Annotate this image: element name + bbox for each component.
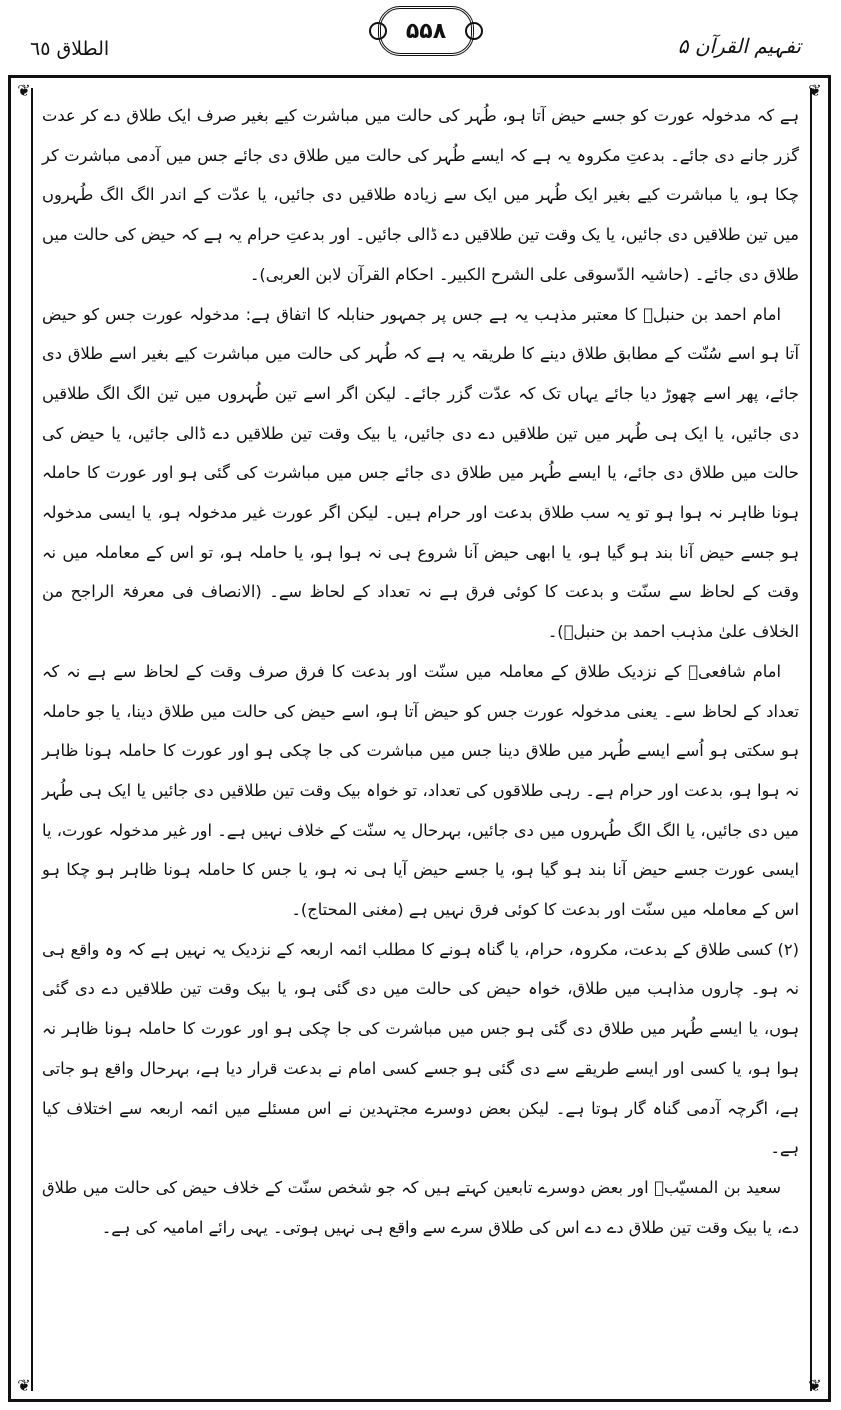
page-header [0,0,841,78]
paragraph: امام شافعیؒ کے نزدیک طلاق کے معاملہ میں سنّت اور بدعت کا فرق صرف وقت کے لحاظ سے ہے نہ کہ تعداد کے لحاظ سے۔ یعنی مدخولہ عورت جس کو حیض آتا ہو، اسے حیض کی حالت میں طلاق دینا، یا جو حاملہ ہو سکتی ہو اُسے ایسے طُہر میں طلاق دینا جس میں مباشرت کی جا چکی ہو اور عورت کا حاملہ ہونا ظاہر نہ ہوا ہو، بدعت اور حرام ہے۔ رہی طلاقوں کی تعداد، تو خواہ بیک وقت تین طلاقیں دی جائیں یا ایک ہی طُہر میں دی جائیں، یا الگ الگ طُہروں میں دی جائیں، بہرحال یہ سنّت کے خلاف نہیں ہے۔ اور غیر مدخولہ عورت، یا ایسی عورت جسے حیض آنا بند ہو گیا ہو، یا جسے حیض آیا ہی نہ ہو، یا جس کا حاملہ ہونا ظاہر ہو چکا ہو اس کے معاملہ میں سنّت اور بدعت کا کوئی فرق نہیں ہے (مغنی المحتاج)۔ [42,661,799,920]
commentary-text [42,96,799,1386]
page-number-badge [378,6,474,56]
book-title: تفہیم القرآن ۵ [677,34,801,58]
page-number: ۵۵۸ [405,18,447,44]
surah-heading: الطلاق ٦٥ [30,38,110,60]
corner-ornament-icon: ❦ [17,81,31,100]
paragraph: (۲) کسی طلاق کے بدعت، مکروہ، حرام، یا گناہ ہونے کا مطلب ائمہ اربعہ کے نزدیک یہ نہیں ہے کہ وہ واقع ہی نہ ہو۔ چاروں مذاہب میں طلاق، خواہ حیض کی حالت میں دی گئی ہو، یا بیک وقت تین طلاقیں دے دی گئی ہوں، یا ایسے طُہر میں طلاق دی گئی ہو جس میں مباشرت کی جا چکی ہو اور عورت کا حاملہ ہونا ظاہر نہ ہوا ہو، یا کسی اور ایسے طریقے سے دی گئی ہو جسے کسی امام نے بدعت قرار دیا ہے، بہرحال واقع ہو جاتی ہے، اگرچہ آدمی گناہ گار ہوتا ہے۔ لیکن بعض دوسرے مجتہدین نے اس مسئلے میں ائمہ اربعہ سے اختلاف کیا ہے۔ [42,939,799,1158]
corner-ornament-icon: ❦ [808,81,822,100]
paragraph: ہے کہ مدخولہ عورت کو جسے حیض آتا ہو، طُہر کی حالت میں مباشرت کیے بغیر صرف ایک طلاق دے کر عدت گزر جانے دی جائے۔ بدعتِ مکروہ یہ ہے کہ ایسے طُہر کی حالت میں طلاق دی جائے جس میں آدمی مباشرت کر چکا ہو، یا مباشرت کیے بغیر ایک طُہر میں ایک سے زیادہ طلاقیں دی جائیں، یا عدّت کے اندر الگ الگ طُہروں میں تین طلاقیں دی جائیں، یا یک وقت تین طلاقیں دے ڈالی جائیں۔ اور بدعتِ حرام یہ ہے کہ حیض کی حالت میں طلاق دی جائے۔ (حاشیہ الدّسوقی علی الشرح الکبیر۔ احکام القرآن لابن العربی)۔ [42,106,799,284]
paragraph: سعید بن المسیّبؒ اور بعض دوسرے تابعین کہتے ہیں کہ جو شخص سنّت کے خلاف حیض کی حالت میں طلاق دے، یا بیک وقت تین طلاق دے دے اس کی طلاق سرے سے واقع ہی نہیں ہوتی۔ یہی رائے امامیہ کی ہے۔ [42,1177,799,1237]
paragraph: امام احمد بن حنبلؒ کا معتبر مذہب یہ ہے جس پر جمہور حنابلہ کا اتفاق ہے: مدخولہ عورت جس کو حیض آتا ہو اسے سُنّت کے مطابق طلاق دینے کا طریقہ یہ ہے کہ طُہر کی حالت میں مباشرت کیے بغیر اسے طلاق دی جائے، پھر اسے چھوڑ دیا جائے یہاں تک کہ عدّت گزر جائے۔ لیکن اگر اسے تین طُہروں میں تین الگ الگ طلاقیں دی جائیں، یا ایک ہی طُہر میں تین طلاقیں دے دی جائیں، یا بیک وقت تین طلاقیں دے ڈالی جائیں، یا حیض کی حالت میں طلاق دی جائے، یا ایسے طُہر میں طلاق دی جائے جس میں مباشرت کی گئی ہو اور عورت کا حاملہ ہونا ظاہر نہ ہوا ہو تو یہ سب طلاق بدعت اور حرام ہیں۔ لیکن اگر عورت غیر مدخولہ ہو، یا ایسی مدخولہ ہو جسے حیض آنا بند ہو گیا ہو، یا ابھی حیض آنا شروع ہی نہ ہوا ہو، یا حاملہ ہو، تو اس کے معاملہ میں نہ وقت کے لحاظ سے سنّت و بدعت کا کوئی فرق ہے نہ تعداد کے لحاظ سے۔ (الانصاف فی معرفۃ الراجح من الخلاف علیٰ مذہب احمد بن حنبلؒ)۔ [42,304,799,642]
corner-ornament-icon: ❦ [808,1376,822,1395]
corner-ornament-icon: ❦ [17,1376,31,1395]
